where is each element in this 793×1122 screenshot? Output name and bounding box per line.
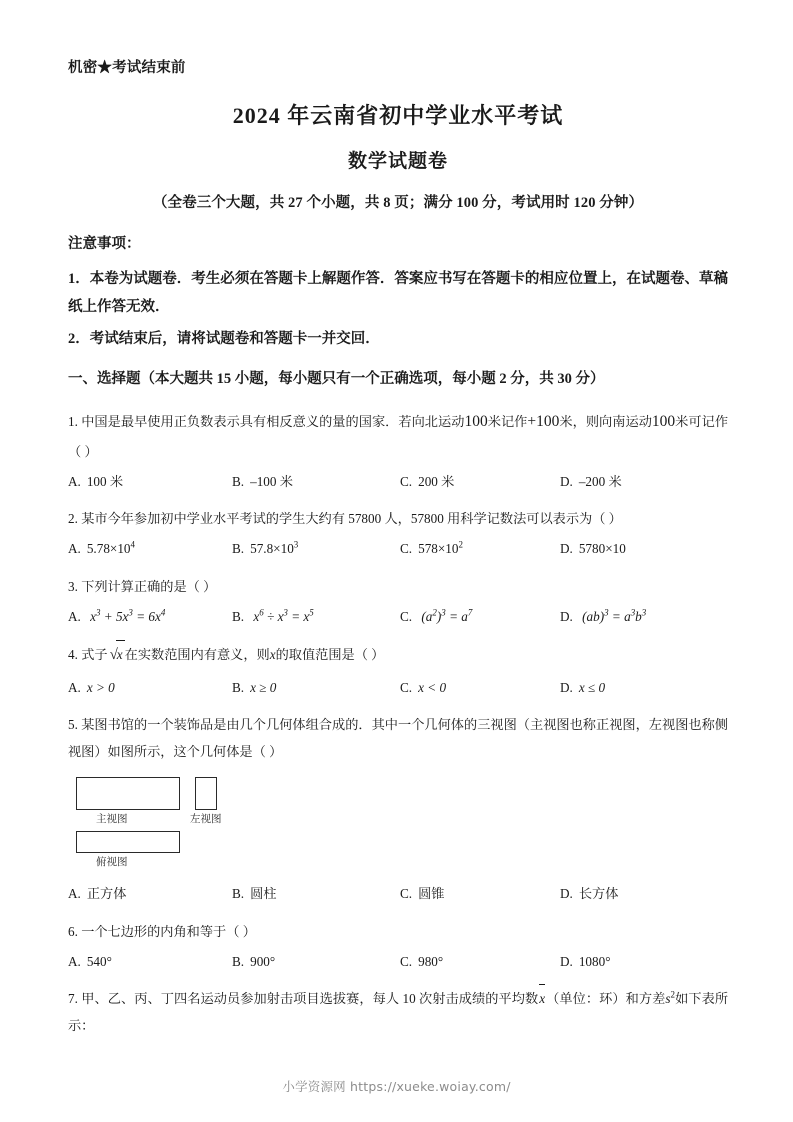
option-text: 900° xyxy=(250,953,276,969)
question-1 xyxy=(68,406,728,465)
option-formula: $x^3 + 5x^3 = 6x^4$ xyxy=(90,607,166,624)
option-a[interactable] xyxy=(68,949,232,975)
option-b[interactable] xyxy=(232,881,400,907)
option-letter: C. xyxy=(400,679,413,695)
option-letter: D. xyxy=(560,679,573,695)
option-letter: A. xyxy=(68,608,81,624)
secrecy-notice: 机密★考试结束前 xyxy=(68,60,186,76)
option-letter: C. xyxy=(400,953,413,969)
question-inline-number: +100 xyxy=(527,412,560,430)
option-exponent: 2 xyxy=(458,539,463,550)
option-letter: B. xyxy=(232,679,245,695)
mean-symbol: x xyxy=(538,985,546,1012)
option-c[interactable] xyxy=(400,881,560,907)
option-letter: C. xyxy=(400,608,413,624)
option-letter: A. xyxy=(68,473,81,489)
option-text: x ≤ 0 xyxy=(578,679,606,695)
options-q3 xyxy=(68,604,728,630)
variance-exponent: 2 xyxy=(670,989,676,1000)
notice-title: 注意事项： xyxy=(68,236,141,252)
left-view-label: 左视图 xyxy=(190,814,222,826)
question-stem: 甲、乙、丙、丁四名运动员参加射击项目选拔赛，每人 10 次射击成绩的平均数 xyxy=(81,991,539,1007)
option-text: 200 米 xyxy=(418,473,455,489)
top-view-box xyxy=(76,831,180,853)
left-view-box xyxy=(195,777,217,810)
option-letter: A. xyxy=(68,953,81,969)
option-a[interactable] xyxy=(68,881,232,907)
option-letter: A. xyxy=(68,886,81,902)
question-stem: 米可记作（ ） xyxy=(68,413,729,459)
option-d[interactable] xyxy=(560,536,728,562)
variable-x: x xyxy=(269,646,276,662)
subject-title: 数学试题卷 xyxy=(347,151,448,172)
option-d[interactable] xyxy=(560,881,728,907)
option-text: 57.8×10 xyxy=(250,541,294,557)
question-number: 4. xyxy=(68,646,78,662)
option-letter: B. xyxy=(232,608,245,624)
footer-watermark: 小学资源网 https://xueke.woiay.com/ xyxy=(282,1079,511,1094)
option-c[interactable] xyxy=(400,469,560,495)
front-view-label: 主视图 xyxy=(96,814,128,826)
option-b[interactable] xyxy=(232,536,400,562)
option-c[interactable] xyxy=(400,536,560,562)
notice-item: 1．本卷为试题卷．考生必须在答题卡上解题作答．答案应书写在答题卡的相应位置上，在试题卷、草稿纸上作答无效． xyxy=(68,271,728,316)
question-stem: 米记作 xyxy=(487,413,528,429)
question-inline-number: 100 xyxy=(651,412,676,430)
option-text: 圆锥 xyxy=(418,886,445,902)
question-number: 2. xyxy=(68,511,78,527)
option-d[interactable] xyxy=(560,949,728,975)
question-stem: 下列计算正确的是（ ） xyxy=(81,578,217,594)
radical-sign: √ xyxy=(109,646,118,663)
option-letter: D. xyxy=(560,886,573,902)
option-b[interactable] xyxy=(232,675,400,701)
question-3 xyxy=(68,573,728,600)
top-view-label: 俯视图 xyxy=(96,857,128,869)
option-letter: B. xyxy=(232,953,245,969)
options-q5 xyxy=(68,881,728,907)
option-b[interactable] xyxy=(232,949,400,975)
question-stem: 如下表所示： xyxy=(68,991,729,1034)
question-number: 3. xyxy=(68,578,78,594)
option-d[interactable] xyxy=(560,604,728,630)
option-c[interactable] xyxy=(400,675,560,701)
option-text: 5.78×10 xyxy=(86,541,131,557)
option-b[interactable] xyxy=(232,604,400,630)
option-c[interactable] xyxy=(400,949,560,975)
option-letter: B. xyxy=(232,541,245,557)
option-exponent: 4 xyxy=(130,539,136,550)
option-text: 5780×10 xyxy=(578,541,626,557)
option-letter: B. xyxy=(232,473,245,489)
page-title: 2024 年云南省初中学业水平考试 xyxy=(232,103,564,128)
option-text: x ≥ 0 xyxy=(250,679,277,695)
options-q4 xyxy=(68,675,728,701)
option-text: 正方体 xyxy=(86,886,127,902)
question-5 xyxy=(68,711,728,765)
question-2 xyxy=(68,505,728,532)
question-stem: 一个七边形的内角和等于（ ） xyxy=(81,923,256,939)
section-title-choice: 一、选择题（本大题共 15 小题，每小题只有一个正确选项，每小题 2 分，共 30 分） xyxy=(68,370,605,387)
option-letter: C. xyxy=(400,886,413,902)
option-a[interactable] xyxy=(68,675,232,701)
options-q6 xyxy=(68,949,728,975)
option-letter: D. xyxy=(560,541,573,557)
option-letter: D. xyxy=(560,953,573,969)
question-stem: 的取值范围是（ ） xyxy=(275,646,385,662)
option-text: 100 米 xyxy=(86,473,124,489)
option-letter: A. xyxy=(68,541,81,557)
question-number: 1. xyxy=(68,413,78,429)
option-formula: $(ab)^3 = a^3b^3$ xyxy=(582,607,647,624)
option-letter: D. xyxy=(560,608,573,624)
variance-symbol: s xyxy=(665,991,671,1007)
option-a[interactable] xyxy=(68,536,232,562)
sqrt-expression xyxy=(108,640,125,671)
option-a[interactable] xyxy=(68,604,232,630)
question-number: 6. xyxy=(68,923,78,939)
paper-meta: （全卷三个大题，共 27 个小题，共 8 页；满分 100 分，考试用时 120 分钟） xyxy=(152,195,644,211)
option-letter: A. xyxy=(68,679,81,695)
three-view-figure xyxy=(68,775,368,875)
option-text: 圆柱 xyxy=(250,886,277,902)
page-content xyxy=(68,56,728,1043)
option-letter: D. xyxy=(560,473,573,489)
question-stem: 米，则向南运动 xyxy=(559,413,652,429)
question-4 xyxy=(68,640,728,671)
question-number: 5. xyxy=(68,717,78,733)
question-inline-number: 100 xyxy=(464,412,488,430)
options-q2 xyxy=(68,536,728,562)
question-stem: 式子 xyxy=(81,646,108,662)
options-q1 xyxy=(68,469,728,495)
option-formula: $x^6 \div x^3 = x^5$ xyxy=(253,607,314,624)
question-stem: （单位：环）和方差 xyxy=(546,991,666,1007)
option-text: 980° xyxy=(418,953,444,969)
option-letter: B. xyxy=(232,886,245,902)
option-text: –100 米 xyxy=(250,473,293,489)
question-stem: 某市今年参加初中学业水平考试的学生大约有 57800 人，57800 用科学记数法可以表示为（ ） xyxy=(81,511,622,527)
question-stem: 某图书馆的一个装饰品是由几个几何体组合成的．其中一个几何体的三视图（主视图也称正视图，左视图也称侧视图）如图所示，这个几何体是（ ） xyxy=(68,717,728,760)
question-6 xyxy=(68,918,728,945)
option-d[interactable] xyxy=(560,675,728,701)
question-stem: 中国是最早使用正负数表示具有相反意义的量的国家．若向北运动 xyxy=(81,413,465,429)
option-letter: C. xyxy=(400,473,413,489)
option-b[interactable] xyxy=(232,469,400,495)
option-letter: C. xyxy=(400,541,413,557)
option-text: –200 米 xyxy=(578,473,622,489)
front-view-box xyxy=(76,777,180,810)
option-text: 长方体 xyxy=(578,886,619,902)
option-d[interactable] xyxy=(560,469,728,495)
option-text: 1080° xyxy=(578,953,611,969)
option-exponent: 3 xyxy=(293,539,299,550)
radicand: x xyxy=(116,640,125,668)
option-formula: $(a^2)^3 = a^7$ xyxy=(421,607,473,624)
notice-item: 2．考试结束后，请将试题卷和答题卡一并交回． xyxy=(68,330,380,347)
option-text: x < 0 xyxy=(418,679,447,695)
option-text: 540° xyxy=(86,953,112,969)
question-stem: 在实数范围内有意义，则 xyxy=(124,646,270,662)
question-7 xyxy=(68,985,728,1039)
question-number: 7. xyxy=(68,991,78,1007)
option-text: x > 0 xyxy=(86,679,115,695)
option-text: 578×10 xyxy=(418,541,459,557)
option-c[interactable] xyxy=(400,604,560,630)
option-a[interactable] xyxy=(68,469,232,495)
